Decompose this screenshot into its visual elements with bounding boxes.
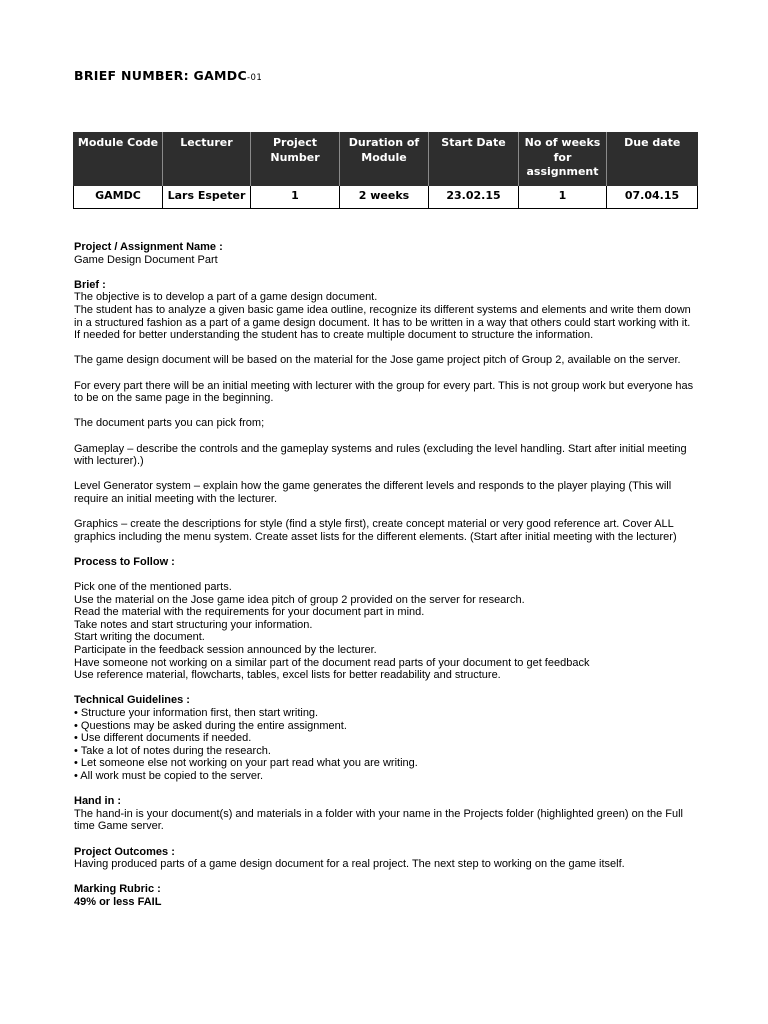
brief-heading: Brief : — [74, 278, 106, 291]
header-start-date: Start Date — [429, 132, 519, 186]
cell-due-date: 07.04.15 — [607, 186, 698, 209]
brief-number — [74, 68, 262, 83]
header-project-number: Project Number — [251, 132, 340, 186]
cell-start-date: 23.02.15 — [429, 186, 519, 209]
project-name-heading: Project / Assignment Name : — [74, 241, 223, 253]
process-step: Read the material with the requirements for your document part in mind. — [74, 606, 425, 619]
header-weeks: No of weeks for assignment — [519, 132, 607, 186]
cell-weeks: 1 — [519, 186, 607, 209]
technical-heading: Technical Guidelines : — [74, 694, 190, 707]
technical-item: • Structure your information first, then start writing. — [74, 706, 319, 719]
header-due-date: Due date — [607, 132, 698, 186]
technical-item: • Use different documents if needed. — [74, 732, 252, 745]
brief-part-graphics: Graphics – create the descriptions for style (find a style first), create concept material or very good reference art. Cover ALL graphics including the menu system. Create asset lists for the different elements. (Start after initial meeting with the lecturer) — [74, 518, 677, 543]
cell-duration: 2 weeks — [340, 186, 429, 209]
process-heading: Process to Follow : — [74, 555, 175, 568]
outcomes-text: Having produced parts of a game design document for a real project. The next step to working on the game itself. — [74, 858, 625, 871]
project-name-value: Game Design Document Part — [74, 253, 218, 266]
table-row — [74, 186, 698, 209]
table-header-row — [74, 132, 698, 186]
header-module-code: Module Code — [74, 132, 163, 186]
module-info-table — [73, 132, 698, 209]
process-step: Use reference material, flowcharts, tables, excel lists for better readability and structure. — [74, 669, 501, 682]
cell-lecturer: Lars Espeter — [163, 186, 251, 209]
technical-item: • Questions may be asked during the entire assignment. — [74, 719, 347, 732]
process-step: Pick one of the mentioned parts. — [74, 581, 232, 594]
process-step: Have someone not working on a similar part of the document read parts of your document to get feedback — [74, 656, 590, 669]
header-lecturer: Lecturer — [163, 132, 251, 186]
outcomes-heading: Project Outcomes : — [74, 845, 175, 858]
rubric-fail-line: 49% or less FAIL — [74, 895, 162, 908]
brief-part-level-generator: Level Generator system – explain how the game generates the different levels and responds to the player playing (This will require an initial meeting with the lecturer. — [74, 480, 672, 505]
cell-project-number: 1 — [251, 186, 340, 209]
technical-item: • Take a lot of notes during the research. — [74, 744, 271, 757]
document-body — [74, 241, 698, 908]
rubric-heading: Marking Rubric : — [74, 883, 161, 896]
process-step: Use the material on the Jose game idea pitch of group 2 provided on the server for research. — [74, 593, 525, 606]
process-step: Participate in the feedback session announced by the lecturer. — [74, 644, 377, 656]
brief-paragraph: The student has to analyze a given basic game idea outline, recognize its different systems and elements and write them down in a structured fashion as a part of a game design document. It has to be written in a way that others could start working with it. If needed for better understanding the student has to create multiple document to structure the information. — [74, 303, 691, 342]
brief-number-suffix: -01 — [246, 73, 263, 83]
brief-paragraph: For every part there will be an initial meeting with lecturer with the group for every part. This is not group work but everyone has to be on the same page in the beginning. — [74, 379, 694, 405]
brief-paragraph: The game design document will be based on the material for the Jose game project pitch of Group 2, available on the server. — [74, 354, 681, 367]
brief-part-gameplay: Gameplay – describe the controls and the gameplay systems and rules (excluding the level handling. Start after initial meeting with lecturer).) — [74, 442, 687, 468]
header-duration: Duration of Module — [340, 132, 429, 186]
brief-paragraph: The document parts you can pick from; — [74, 417, 265, 430]
cell-module-code: GAMDC — [74, 186, 163, 209]
brief-number-label: BRIEF NUMBER: GAMDC — [74, 68, 247, 83]
technical-item: • Let someone else not working on your part read what you are writing. — [74, 757, 418, 770]
hand-in-heading: Hand in : — [74, 795, 122, 808]
technical-item: • All work must be copied to the server. — [74, 769, 264, 782]
hand-in-text: The hand-in is your document(s) and materials in a folder with your name in the Projects folder (highlighted green) on the Full time Game server. — [74, 807, 683, 833]
process-step: Start writing the document. — [74, 631, 205, 644]
brief-objective: The objective is to develop a part of a game design document. — [74, 291, 378, 304]
process-step: Take notes and start structuring your information. — [74, 618, 313, 631]
